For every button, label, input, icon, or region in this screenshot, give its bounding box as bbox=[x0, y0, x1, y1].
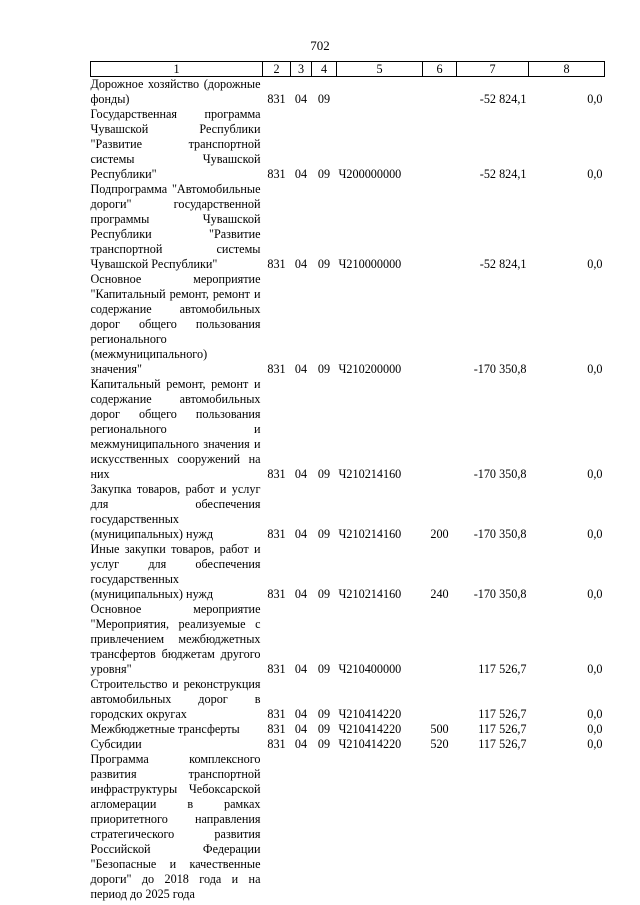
section-code-cell bbox=[291, 752, 312, 902]
table-header-row bbox=[91, 62, 605, 77]
expense-type-cell bbox=[423, 677, 457, 722]
admin-code-cell: 831 bbox=[267, 527, 286, 541]
expense-type-cell bbox=[423, 377, 457, 482]
page-number: 702 bbox=[310, 38, 330, 53]
expense-type-cell: 520 bbox=[430, 737, 449, 751]
subsection-code-cell bbox=[312, 752, 337, 902]
table-body bbox=[91, 77, 605, 903]
admin-code-cell: 831 bbox=[267, 662, 286, 676]
extra-amount-cell: 0,0 bbox=[587, 737, 603, 751]
extra-amount-cell: 0,0 bbox=[587, 587, 603, 601]
target-article-cell: Ч200000000 bbox=[338, 167, 402, 181]
budget-table bbox=[90, 61, 605, 902]
section-code-cell: 04 bbox=[294, 707, 308, 721]
section-code-cell: 04 bbox=[294, 362, 308, 376]
admin-code-cell bbox=[263, 752, 291, 902]
column-header: 1 bbox=[91, 62, 263, 77]
table-row bbox=[91, 602, 605, 677]
subsection-code-cell: 09 bbox=[317, 92, 331, 106]
expense-type-cell: 240 bbox=[430, 587, 449, 601]
table-row bbox=[91, 677, 605, 722]
admin-code-cell: 831 bbox=[267, 722, 286, 736]
table-row bbox=[91, 542, 605, 602]
extra-amount-cell: 0,0 bbox=[587, 362, 603, 376]
target-article-cell: Ч210200000 bbox=[338, 362, 402, 376]
admin-code-cell: 831 bbox=[267, 737, 286, 751]
table-row bbox=[91, 752, 605, 902]
row-name-cell: Основное мероприятие "Капитальный ремонт, ремонт и содержание автомобильных дорог общего пользования регионального (межмуниципального) значения" bbox=[90, 272, 261, 376]
admin-code-cell: 831 bbox=[267, 257, 286, 271]
section-code-cell: 04 bbox=[294, 722, 308, 736]
table-row bbox=[91, 482, 605, 542]
extra-amount-cell: 0,0 bbox=[587, 662, 603, 676]
amount-cell: -52 824,1 bbox=[479, 92, 527, 106]
expense-type-cell bbox=[423, 107, 457, 182]
extra-amount-cell: 0,0 bbox=[587, 92, 603, 106]
extra-amount-cell: 0,0 bbox=[587, 722, 603, 736]
amount-cell: -170 350,8 bbox=[473, 587, 527, 601]
target-article-cell: Ч210414220 bbox=[338, 722, 402, 736]
row-name-cell: Дорожное хозяйство (дорожные фонды) bbox=[90, 77, 261, 106]
row-name-cell: Программа комплексного развития транспортной инфраструктуры Чебоксарской агломерации в рамках приоритетного направления стратегического развития Российской Федерации "Безопасные и качественные дороги" до 2018 года и на период до 2025 года bbox=[90, 752, 261, 901]
table-row bbox=[91, 722, 605, 737]
section-code-cell: 04 bbox=[294, 467, 308, 481]
amount-cell: 117 526,7 bbox=[478, 662, 527, 676]
table-row bbox=[91, 107, 605, 182]
extra-amount-cell: 0,0 bbox=[587, 257, 603, 271]
amount-cell: -170 350,8 bbox=[473, 527, 527, 541]
subsection-code-cell: 09 bbox=[317, 362, 331, 376]
subsection-code-cell: 09 bbox=[317, 467, 331, 481]
section-code-cell: 04 bbox=[294, 257, 308, 271]
amount-cell: 117 526,7 bbox=[478, 707, 527, 721]
subsection-code-cell: 09 bbox=[317, 257, 331, 271]
amount-cell: 117 526,7 bbox=[478, 737, 527, 751]
table-row bbox=[91, 182, 605, 272]
column-header: 5 bbox=[337, 62, 423, 77]
row-name-cell: Основное мероприятие "Мероприятия, реализуемые с привлечением межбюджетных трансфертов бюджетам другого уровня" bbox=[90, 602, 261, 676]
table-row bbox=[91, 737, 605, 752]
amount-cell: -170 350,8 bbox=[473, 467, 527, 481]
target-article-cell bbox=[337, 752, 423, 902]
extra-amount-cell: 0,0 bbox=[587, 167, 603, 181]
column-header: 8 bbox=[529, 62, 605, 77]
table-row bbox=[91, 377, 605, 482]
extra-amount-cell bbox=[529, 752, 605, 902]
subsection-code-cell: 09 bbox=[317, 707, 331, 721]
target-article-cell: Ч210414220 bbox=[338, 707, 402, 721]
row-name-cell: Межбюджетные трансферты bbox=[90, 722, 240, 736]
admin-code-cell: 831 bbox=[267, 167, 286, 181]
row-name-cell: Капитальный ремонт, ремонт и содержание автомобильных дорог общего пользования регионального и межмуниципального значения и искусственных сооружений на них bbox=[90, 377, 261, 481]
expense-type-cell bbox=[423, 272, 457, 377]
amount-cell: -52 824,1 bbox=[479, 257, 527, 271]
extra-amount-cell: 0,0 bbox=[587, 707, 603, 721]
row-name-cell: Подпрограмма "Автомобильные дороги" государственной программы Чувашской Республики "Развитие транспортной системы Чувашской Республики" bbox=[90, 182, 261, 271]
admin-code-cell: 831 bbox=[267, 707, 286, 721]
subsection-code-cell: 09 bbox=[317, 722, 331, 736]
column-header: 2 bbox=[263, 62, 291, 77]
row-name-cell: Субсидии bbox=[90, 737, 142, 751]
subsection-code-cell: 09 bbox=[317, 587, 331, 601]
target-article-cell: Ч210214160 bbox=[338, 587, 402, 601]
row-name-cell: Государственная программа Чувашской Республики "Развитие транспортной системы Чувашской Республики" bbox=[90, 107, 261, 181]
subsection-code-cell: 09 bbox=[317, 662, 331, 676]
section-code-cell: 04 bbox=[294, 527, 308, 541]
section-code-cell: 04 bbox=[294, 167, 308, 181]
subsection-code-cell: 09 bbox=[317, 167, 331, 181]
column-header: 3 bbox=[291, 62, 312, 77]
admin-code-cell: 831 bbox=[267, 92, 286, 106]
admin-code-cell: 831 bbox=[267, 362, 286, 376]
admin-code-cell: 831 bbox=[267, 587, 286, 601]
expense-type-cell: 200 bbox=[430, 527, 449, 541]
extra-amount-cell: 0,0 bbox=[587, 527, 603, 541]
admin-code-cell: 831 bbox=[267, 467, 286, 481]
column-header: 4 bbox=[312, 62, 337, 77]
amount-cell: -170 350,8 bbox=[473, 362, 527, 376]
target-article-cell: Ч210214160 bbox=[338, 527, 402, 541]
target-article-cell: Ч210000000 bbox=[338, 257, 402, 271]
expense-type-cell bbox=[423, 182, 457, 272]
section-code-cell: 04 bbox=[294, 737, 308, 751]
column-header: 6 bbox=[423, 62, 457, 77]
section-code-cell: 04 bbox=[294, 587, 308, 601]
target-article-cell: Ч210400000 bbox=[338, 662, 402, 676]
expense-type-cell bbox=[423, 752, 457, 902]
expense-type-cell bbox=[423, 77, 457, 108]
expense-type-cell bbox=[423, 602, 457, 677]
section-code-cell: 04 bbox=[294, 662, 308, 676]
row-name-cell: Строительство и реконструкция автомобильных дорог в городских округах bbox=[90, 677, 261, 721]
subsection-code-cell: 09 bbox=[317, 527, 331, 541]
table-row bbox=[91, 77, 605, 108]
amount-cell: 117 526,7 bbox=[478, 722, 527, 736]
amount-cell: -52 824,1 bbox=[479, 167, 527, 181]
table-row bbox=[91, 272, 605, 377]
column-header: 7 bbox=[457, 62, 529, 77]
expense-type-cell: 500 bbox=[430, 722, 449, 736]
row-name-cell: Закупка товаров, работ и услуг для обеспечения государственных (муниципальных) нужд bbox=[90, 482, 261, 541]
subsection-code-cell: 09 bbox=[317, 737, 331, 751]
row-name-cell: Иные закупки товаров, работ и услуг для обеспечения государственных (муниципальных) нужд bbox=[90, 542, 261, 601]
section-code-cell: 04 bbox=[294, 92, 308, 106]
extra-amount-cell: 0,0 bbox=[587, 467, 603, 481]
target-article-cell: Ч210214160 bbox=[338, 467, 402, 481]
target-article-cell: Ч210414220 bbox=[338, 737, 402, 751]
target-article-cell bbox=[337, 77, 423, 108]
amount-cell bbox=[457, 752, 529, 902]
